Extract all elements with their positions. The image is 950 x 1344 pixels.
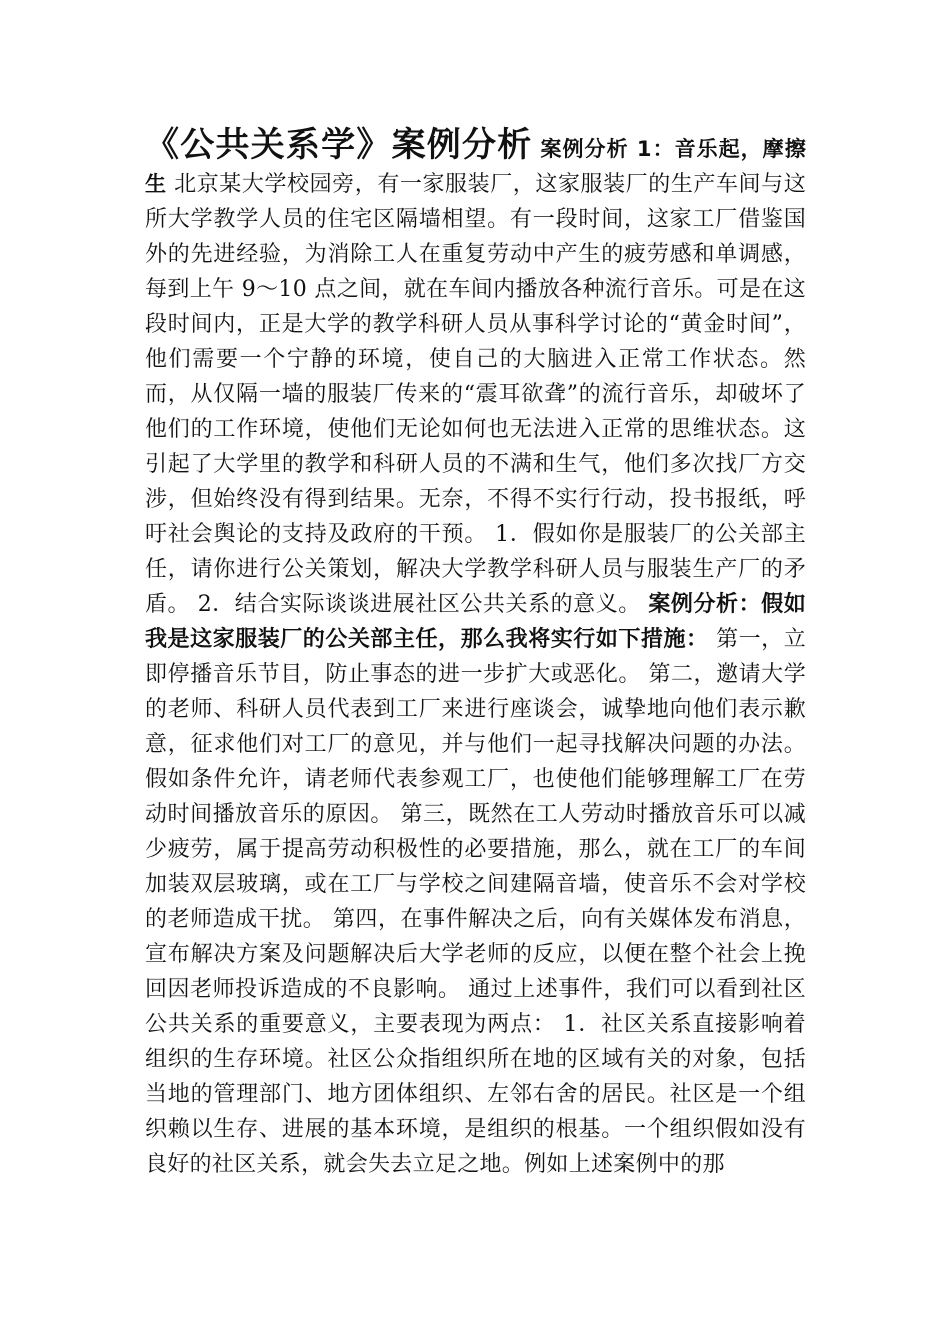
conclusion: 通过上述事件，我们可以看到社区公共关系的重要意义，主要表现为两点： — [145, 977, 806, 1037]
measure-4: 第四，在事件解决之后，向有关媒体发布消息，宣布解决方案及问题解决后大学老师的反应，以便在整个社会上挽回因老师投诉造成的不良影响。 — [145, 907, 806, 1002]
case-heading: 案例分析 1：音乐起，摩擦生 — [145, 137, 807, 196]
question-1: 1．假如你是服装厂的公关部主任，请你进行公关策划，解决大学教学科研人员与服装生产厂的矛盾。 — [145, 522, 806, 617]
document-title: 《公共关系学》案例分析 — [145, 125, 533, 165]
case-intro: 北京某大学校园旁，有一家服装厂，这家服装厂的生产车间与这所大学教学人员的住宅区隔墙相望。有一段时间，这家工厂借鉴国外的先进经验，为消除工人在重复劳动中产生的疲劳感和单调感，每到上午 9～10 点之间，就在车间内播放各种流行音乐。可是在这段时间内，正是大学的教学科研人员从事科学讨论的“黄金时间”，他们需要一个宁静的环境，使自己的大脑进入正常工作状态。然而，从仅隔一墙的服装厂传来的“震耳欲聋”的流行音乐，却破坏了他们的工作环境，使他们无论如何也无法进入正常的思维状态。这引起了大学里的教学和科研人员的不满和生气，他们多次找厂方交涉，但始终没有得到结果。无奈，不得不实行行动，投书报纸，呼吁社会舆论的支持及政府的干预。 — [145, 172, 806, 547]
measure-1: 第一，立即停播音乐节目，防止事态的进一步扩大或恶化。 — [145, 627, 807, 687]
significance-point-1: 1．社区关系直接影响着组织的生存环境。社区公众指组织所在地的区域有关的对象，包括当地的管理部门、地方团体组织、左邻右舍的居民。社区是一个组织赖以生存、进展的基本环境，是组织的根基。一个组织假如没有良好的社区关系，就会失去立足之地。例如上述案例中的那 — [145, 1012, 806, 1177]
measure-2: 第二，邀请大学的老师、科研人员代表到工厂来进行座谈会，诚挚地向他们表示歉意，征求他们对工厂的意见，并与他们一起寻找解决问题的办法。假如条件允许，请老师代表参观工厂，也使他们能够理解工厂在劳动时间播放音乐的原因。 — [145, 662, 806, 827]
question-2: 2．结合实际谈谈进展社区公共关系的意义。 — [197, 592, 641, 617]
document-body — [145, 125, 807, 1182]
analysis-heading: 案例分析：假如我是这家服装厂的公关部主任，那么我将实行如下措施： — [145, 592, 807, 652]
measure-3: 第三，既然在工人劳动时播放音乐可以减少疲劳，属于提高劳动积极性的必要措施，那么，就在工厂的车间加装双层玻璃，或在工厂与学校之间建隔音墙，使音乐不会对学校的老师造成干扰。 — [145, 802, 806, 932]
